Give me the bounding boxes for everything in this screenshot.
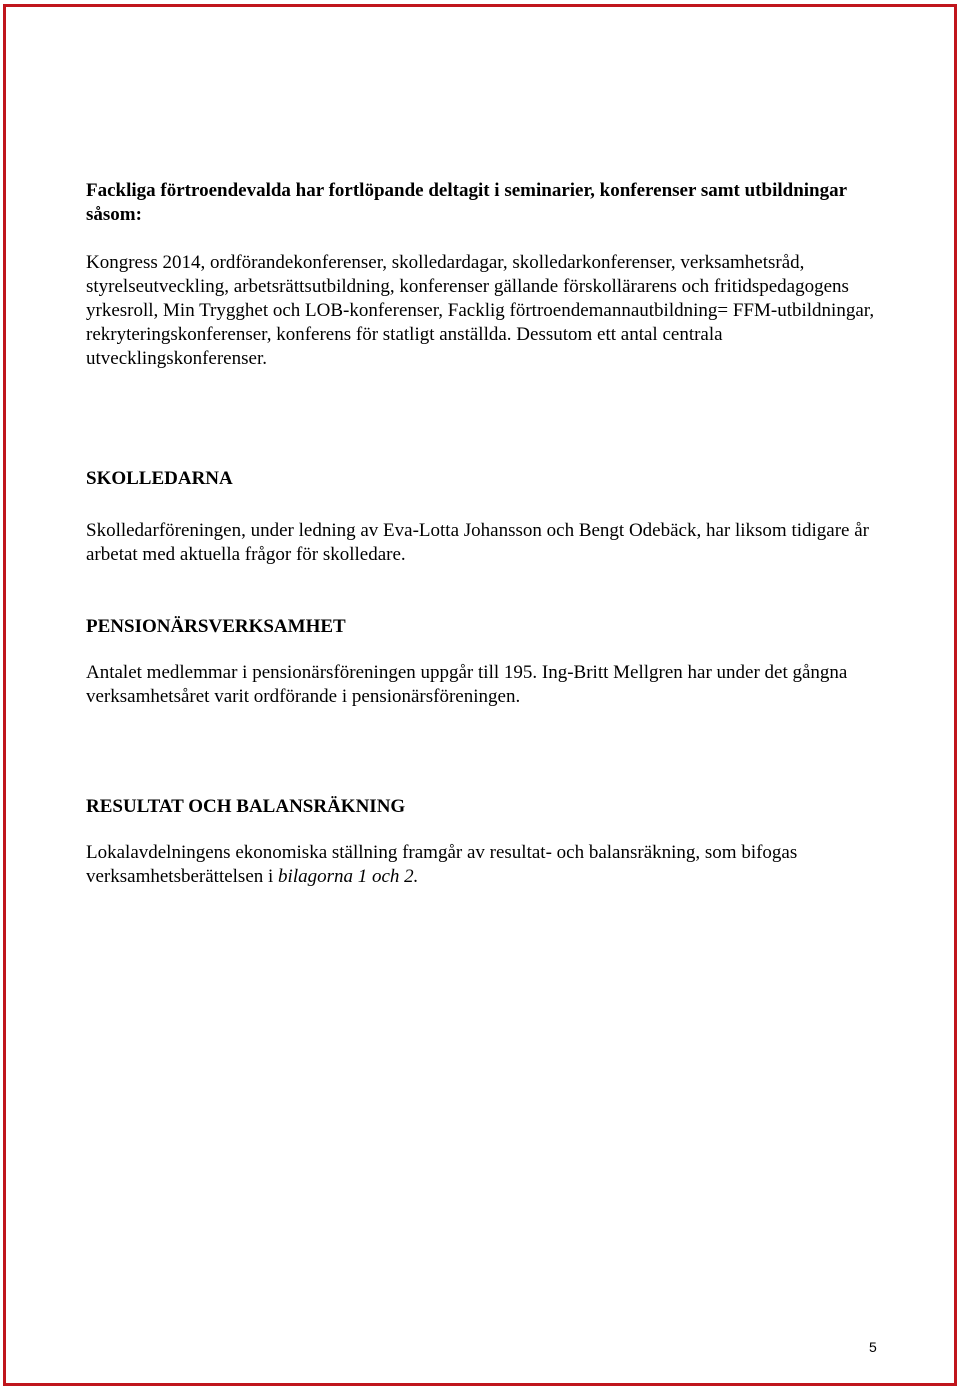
section-heading-pension: PENSIONÄRSVERKSAMHET — [86, 616, 346, 637]
section-heading-resultat: RESULTAT OCH BALANSRÄKNING — [86, 796, 406, 817]
intro-heading: Fackliga förtroendevalda har fortlöpande deltagit i seminarier, konferenser samt utbildningar såsom: — [86, 180, 847, 225]
pension-paragraph: Antalet medlemmar i pensionärsföreningen uppgår till 195. Ing-Britt Mellgren har under det gångna verksamhetsåret varit ordförande i pensionärsföreningen. — [86, 662, 848, 707]
intro-paragraph: Kongress 2014, ordförandekonferenser, skolledardagar, skolledarkonferenser, verksamhetsråd, styrelseutveckling, arbetsrättsutbildning, konferenser gällande förskollärarens och fritidspedagogens yrkesroll, Min Trygghet och LOB-konferenser, Facklig förtroendemannautbildning= FFM-utbildningar, rekryteringskonferenser, konferens för statligt anställda. Dessutom ett antal centrala utvecklingskonferenser. — [86, 252, 875, 369]
document-page — [3, 4, 957, 1386]
resultat-italic-reference: bilagorna 1 och 2. — [278, 866, 419, 887]
resultat-paragraph — [86, 841, 876, 889]
skolledarna-paragraph: Skolledarföreningen, under ledning av Eva-Lotta Johansson och Bengt Odebäck, har liksom tidigare år arbetat med aktuella frågor för skolledare. — [86, 520, 869, 565]
section-heading-skolledarna: SKOLLEDARNA — [86, 468, 233, 489]
page-number: 5 — [869, 1339, 877, 1355]
document-content — [86, 179, 876, 889]
resultat-text: Lokalavdelningens ekonomiska ställning framgår av resultat- och balansräkning, som bifogas verksamhetsberättelsen i — [86, 842, 798, 887]
